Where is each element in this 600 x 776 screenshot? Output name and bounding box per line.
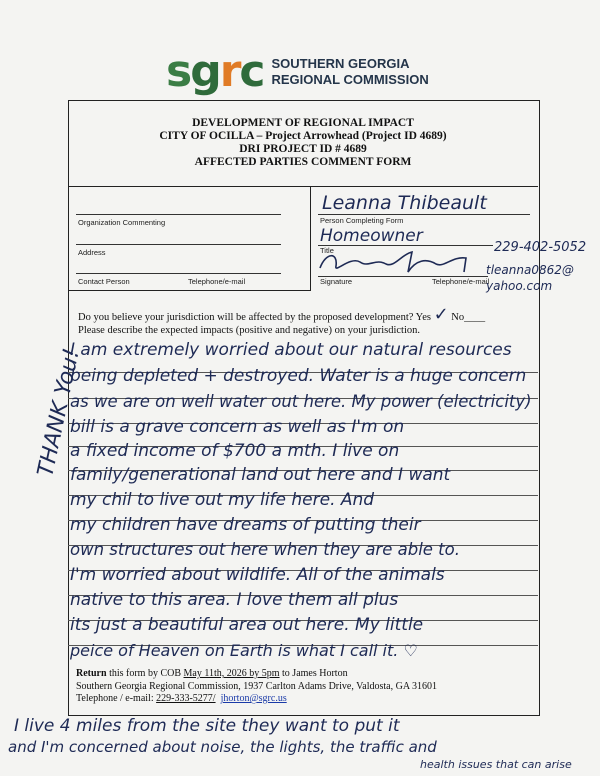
comment-line: native to this area. I love them all plus <box>70 590 399 610</box>
return-address: Southern Georgia Regional Commission, 1937 Carlton Adams Drive, Valdosta, GA 31601 <box>76 680 437 692</box>
logo-text <box>272 56 429 88</box>
header-line-4: AFFECTED PARTIES COMMENT FORM <box>194 156 412 168</box>
comment-line: my chil to live out my life here. And <box>70 490 375 510</box>
return-recipient: to James Horton <box>279 668 348 679</box>
person-name-value: Leanna Thibeault <box>322 192 487 214</box>
no-option: No____ <box>451 312 486 323</box>
email-value: tleanna0862@ yahoo.com <box>486 263 574 293</box>
comment-line: peice of Heaven on Earth is what I call it. ♡ <box>70 641 418 660</box>
person-line <box>318 214 530 215</box>
logo-line-1: SOUTHERN GEORGIA <box>271 56 410 71</box>
org-label: Organization Commenting <box>78 218 166 227</box>
question-line-1: Do you believe your jurisdiction will be affected by the proposed development? Yes <box>78 312 431 323</box>
organization-box <box>68 186 311 291</box>
footer-note: and I'm concerned about noise, the lights, the traffic and <box>8 738 437 756</box>
comment-line: a fixed income of $700 a mth. I live on <box>70 441 400 461</box>
logo-line-2: REGIONAL COMMISSION <box>271 72 429 87</box>
thank-you-note: THANK You! <box>33 346 85 479</box>
signature-scribble <box>316 246 486 276</box>
checkmark-icon: ✓ <box>433 304 449 325</box>
footer-note: health issues that can arise <box>420 758 572 771</box>
return-text: this form by COB <box>106 668 184 679</box>
logo-letter: c <box>239 46 264 97</box>
org-line <box>76 214 281 215</box>
comment-line: own structures out here when they are able to. <box>70 540 460 559</box>
logo-letter: s <box>166 46 191 97</box>
comment-line: I am extremely worried about our natural resources <box>70 340 512 360</box>
header-line-1: DEVELOPMENT OF REGIONAL IMPACT <box>192 117 414 129</box>
return-label: Return <box>76 668 107 679</box>
contact-line <box>76 273 281 274</box>
org-phone-label: Telephone/e-mail <box>188 277 246 286</box>
return-email-link[interactable]: jhorton@sgrc.us <box>220 693 287 704</box>
question-line-2: Please describe the expected impacts (positive and negative) on your jurisdiction. <box>78 325 421 336</box>
person-label: Person Completing Form <box>320 216 404 225</box>
comment-line: as we are on well water out here. My power (electricity) <box>70 392 532 411</box>
title-value: Homeowner <box>320 226 423 246</box>
comment-line: its just a beautiful area out here. My little <box>70 615 424 635</box>
impact-question <box>78 304 538 337</box>
phone-value: 229-402-5052 <box>494 240 587 255</box>
person-phone-label: Telephone/e-mail <box>432 277 490 286</box>
address-line <box>76 244 281 245</box>
header-line-3: DRI PROJECT ID # 4689 <box>239 143 367 155</box>
form-header <box>68 100 538 187</box>
return-contact-label: Telephone / e-mail: <box>76 693 157 704</box>
contact-label: Contact Person <box>78 277 130 286</box>
return-phone: 229-333-5277/ <box>156 693 216 704</box>
comment-line: my children have dreams of putting their <box>70 515 421 535</box>
comment-line: bill is a grave concern as well as I'm on <box>70 417 405 437</box>
comment-line: family/generational land out here and I want <box>70 465 451 485</box>
footer-note: I live 4 miles from the site they want to put it <box>14 716 400 736</box>
logo-letter: r <box>219 46 240 97</box>
signature-label: Signature <box>320 277 353 286</box>
return-instructions <box>76 668 437 706</box>
comment-line: I'm worried about wildlife. All of the animals <box>70 565 445 585</box>
title-label: Title <box>320 246 334 255</box>
comment-line: being depleted + destroyed. Water is a huge concern <box>70 366 527 386</box>
header-line-2: CITY OF OCILLA – Project Arrowhead (Project ID 4689) <box>159 130 447 142</box>
return-deadline: May 11th, 2026 by 5pm <box>183 668 280 679</box>
sgrc-logo <box>166 46 429 97</box>
logo-mark <box>166 46 264 97</box>
logo-letter: g <box>190 46 220 97</box>
address-label: Address <box>78 248 106 257</box>
